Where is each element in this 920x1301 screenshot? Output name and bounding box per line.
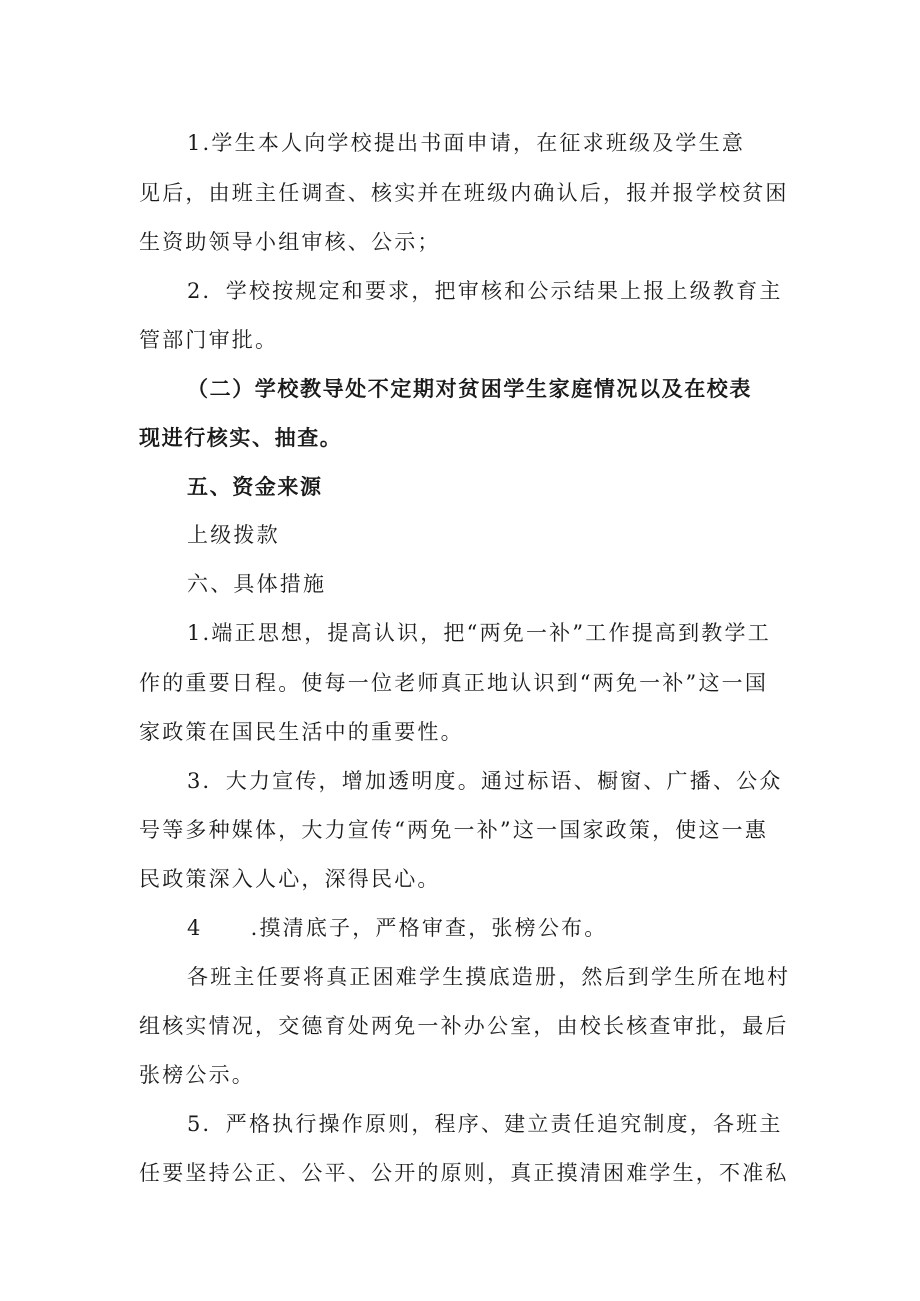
paragraph-line (0, 913, 920, 943)
paragraph-line: 生资助领导小组审核、公示； (139, 230, 441, 254)
paragraph-line: 家政策在国民生活中的重要性。 (139, 720, 464, 744)
item-number: 4 (187, 916, 203, 940)
paragraph-line: 号等多种媒体，大力宣传“两免一补”这一国家政策，使这一惠 (139, 818, 769, 842)
subsection-heading-line: （二）学校教导处不定期对贫困学生家庭情况以及在校表 (187, 377, 752, 401)
paragraph-line: 张榜公示。 (139, 1063, 255, 1087)
paragraph-line: 2．学校按规定和要求，把审核和公示结果上报上级教育主 (187, 279, 783, 303)
paragraph-line: 1.学生本人向学校提出书面申请，在征求班级及学生意 (187, 131, 746, 155)
paragraph-line: 管部门审批。 (139, 328, 279, 352)
paragraph-line: 见后，由班主任调查、核实并在班级内确认后，报并报学校贫困 (139, 181, 789, 205)
section-heading: 五、资金来源 (187, 475, 323, 499)
paragraph-line: 3．大力宣传，增加透明度。通过标语、橱窗、广播、公众 (187, 769, 783, 793)
paragraph-line: 任要坚持公正、公平、公开的原则，真正摸清困难学生，不准私 (139, 1161, 789, 1185)
paragraph-line: 民政策深入人心，深得民心。 (139, 867, 441, 891)
section-heading: 六、具体措施 (187, 572, 327, 596)
paragraph-line: 上级拨款 (187, 523, 280, 547)
subsection-heading-line: 现进行核实、抽查。 (139, 426, 343, 450)
paragraph-line: 组核实情况，交德育处两免一补办公室，由校长核查审批，最后 (139, 1014, 789, 1038)
paragraph-line: 1.端正思想，提高认识，把“两免一补”工作提高到教学工 (187, 621, 771, 645)
paragraph-line: 各班主任要将真正困难学生摸底造册，然后到学生所在地村 (187, 965, 791, 989)
item-text: .摸清底子，严格审查，张榜公布。 (250, 916, 608, 940)
paragraph-line: 作的重要日程。使每一位老师真正地认识到“两免一补”这一国 (139, 671, 769, 695)
paragraph-line: 5．严格执行操作原则，程序、建立责任追究制度，各班主 (187, 1112, 783, 1136)
